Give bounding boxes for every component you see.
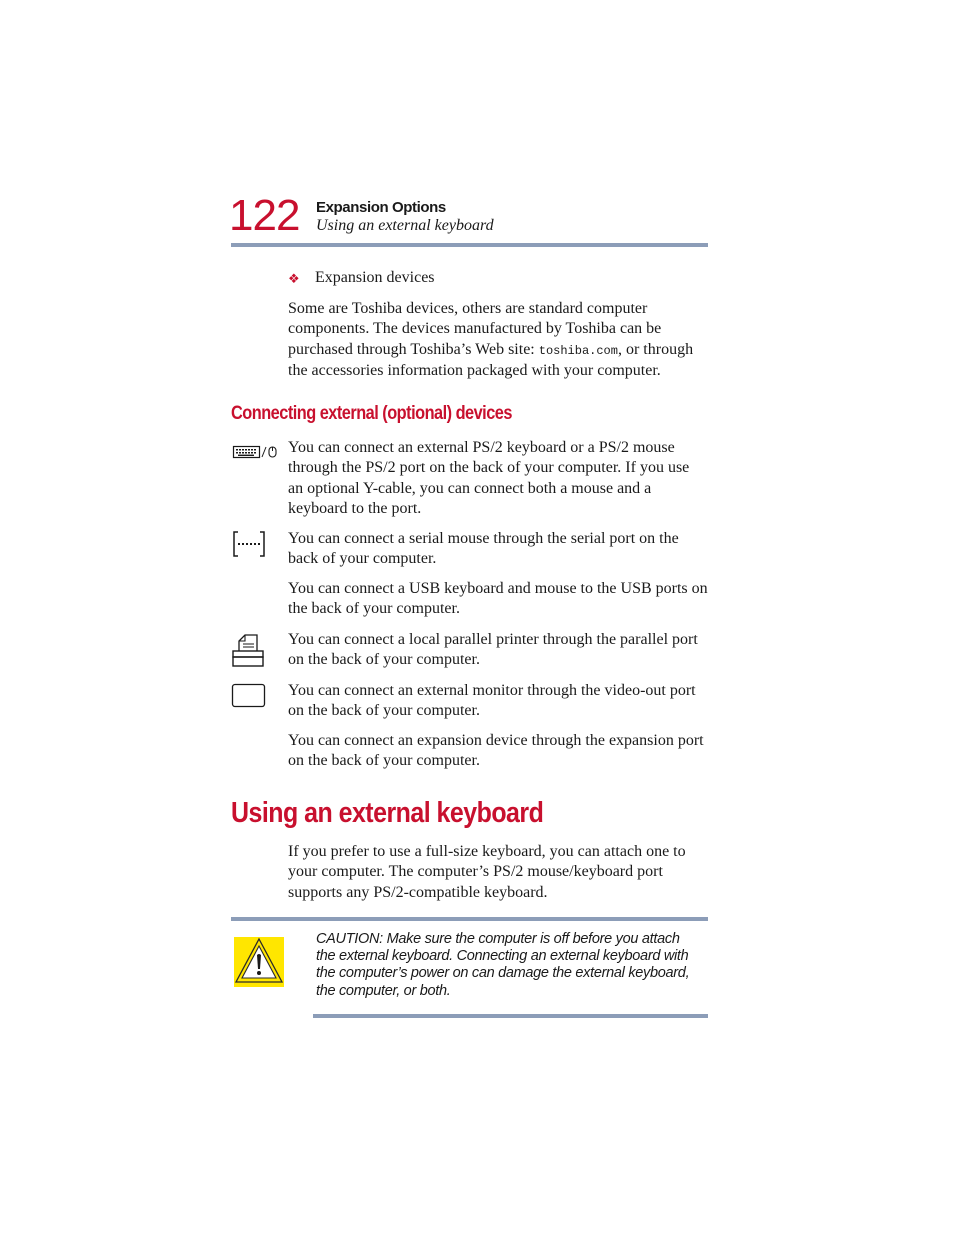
parallel-port-text: You can connect a local parallel printer through the parallel port on the back of your computer. [288,631,698,669]
page-number: 122 [229,191,300,240]
caution-top-rule [231,917,708,921]
caution-text: CAUTION: Make sure the computer is off before you attach the external keyboard. Connecting an external keyboard with the computer’s power on can damage the external keyboard, the computer, or both. [316,931,690,999]
connecting-devices-heading: Connecting external (optional) devices [231,403,512,424]
ps2-port-text: You can connect an external PS/2 keyboard or a PS/2 mouse through the PS/2 port on the back of your computer. If you use an optional Y-cable, you can connect both a mouse and a keyboard to the port. [288,439,690,517]
caution-icon [233,936,285,988]
intro-text-after: , or through the accessories information packaged with your computer. [288,340,694,379]
serial-port-text: You can connect a serial mouse through the serial port on the back of your computer. [288,530,679,568]
external-keyboard-text: If you prefer to use a full-size keyboard, you can attach one to your computer. The computer’s PS/2 mouse/keyboard port supports any PS/2-compatible keyboard. [288,843,686,901]
external-keyboard-heading: Using an external keyboard [231,797,544,829]
bullet-diamond-icon: ❖ [288,271,300,286]
video-out-text: You can connect an external monitor through the video-out port on the back of your computer. [288,682,696,720]
intro-paragraph [288,299,708,381]
serial-port-icon [232,530,266,558]
running-header-subsection: Using an external keyboard [316,217,494,234]
running-header-section: Expansion Options [316,199,446,216]
bullet-text: Expansion devices [315,269,435,286]
printer-icon [231,634,265,668]
usb-port-text: You can connect a USB keyboard and mouse to the USB ports on the back of your computer. [288,580,708,618]
toshiba-link[interactable]: toshiba.com [538,343,618,358]
intro-text-before: Some are Toshiba devices, others are standard computer components. The devices manufactured by Toshiba can be purchased through Toshiba’s Web site: [288,300,662,358]
caution-bottom-rule [313,1014,708,1018]
expansion-port-text: You can connect an expansion device through the expansion port on the back of your computer. [288,732,704,770]
monitor-icon [231,683,267,709]
header-rule [231,243,708,247]
ps2-keyboard-mouse-icon [232,444,280,460]
